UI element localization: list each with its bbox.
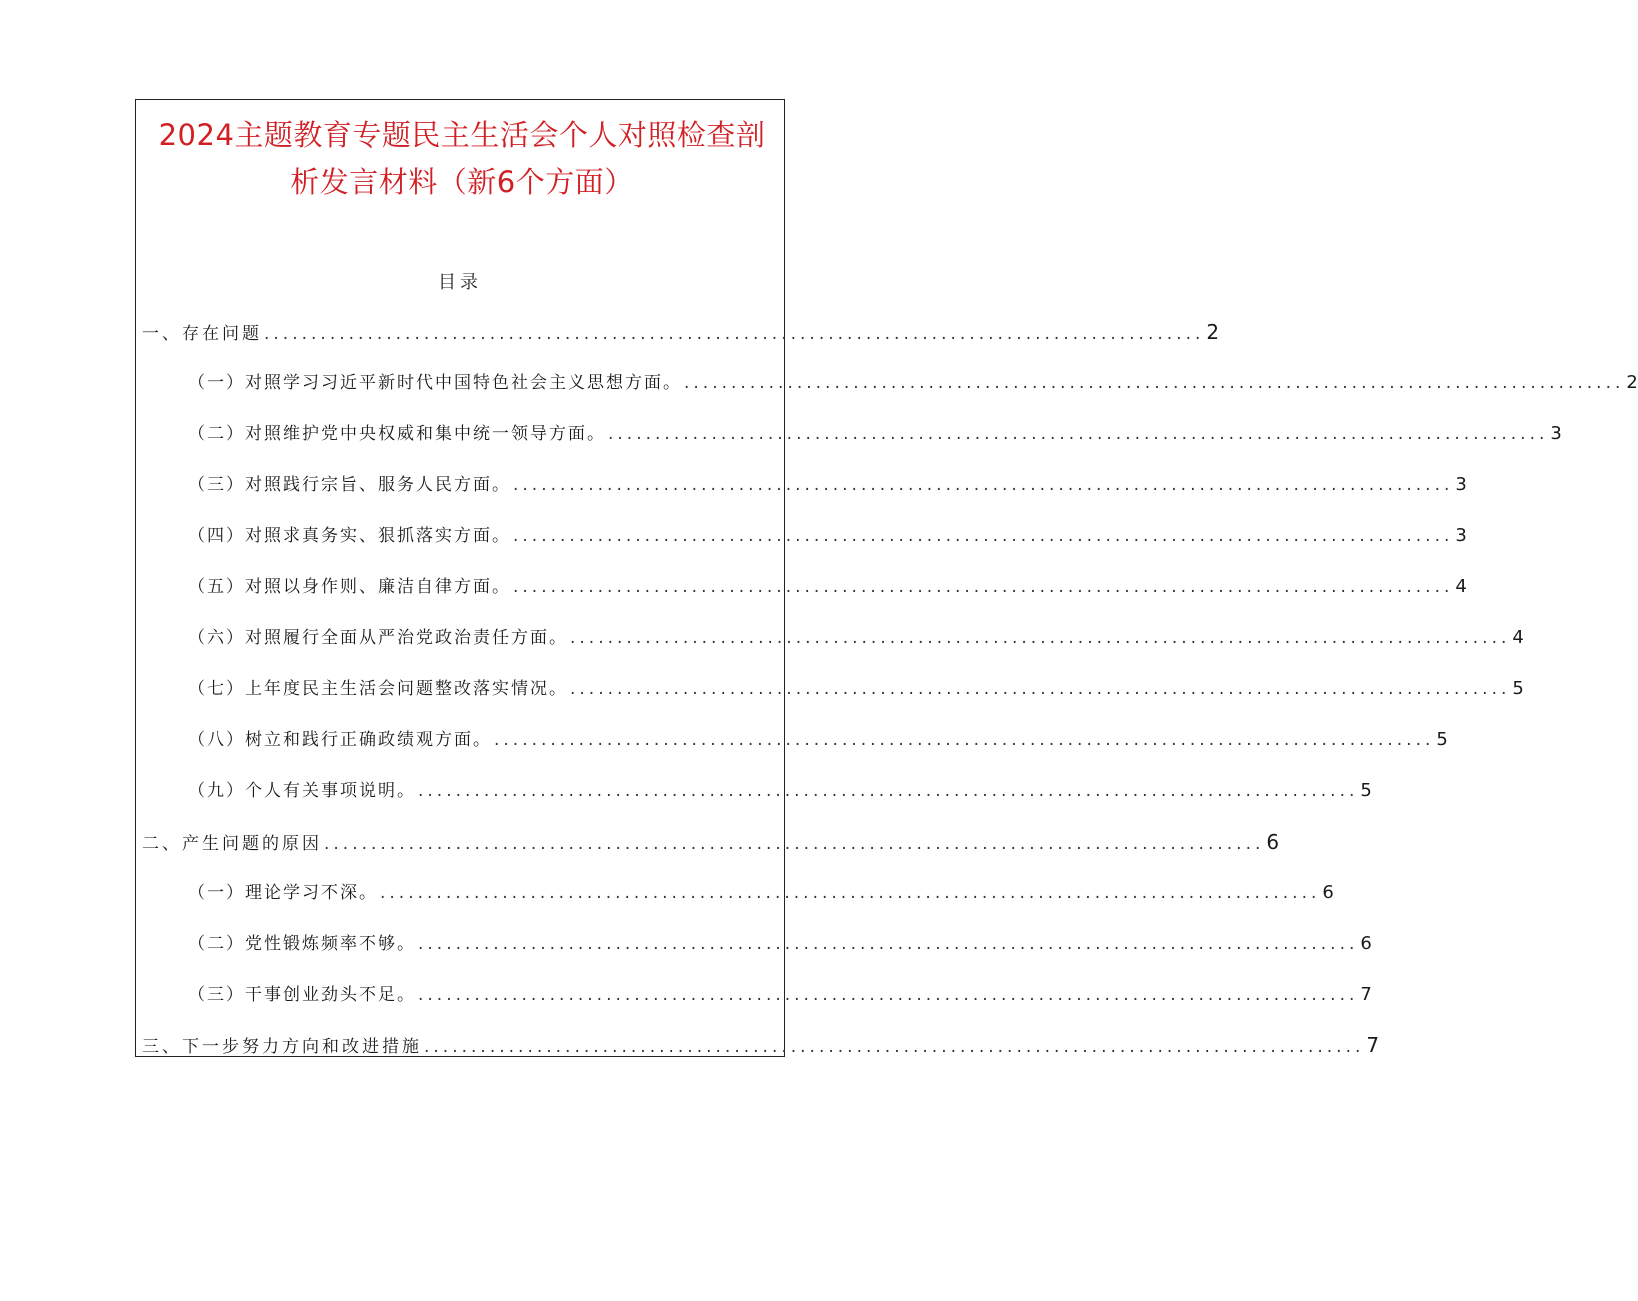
toc-entry[interactable] (188, 421, 1562, 447)
toc-entry-text: （二）对照维护党中央权威和集中统一领导方面。 (188, 424, 606, 444)
toc-leader-dots: .................................................................................................... (418, 985, 1359, 1005)
document-frame (135, 99, 1638, 1057)
toc-entry-text: （九）个人有关事项说明。 (188, 781, 416, 801)
toc-leader-dots: .................................................................................................... (570, 628, 1511, 648)
toc-entry[interactable] (188, 778, 1372, 804)
toc-page-number: 5 (1360, 780, 1372, 801)
toc-entry-text: 一、存在问题 (142, 324, 262, 344)
toc-entry[interactable] (188, 982, 1372, 1008)
toc-entry-text: （三）干事创业劲头不足。 (188, 985, 416, 1005)
toc-page-number: 6 (1360, 933, 1372, 954)
toc-page-number: 7 (1360, 984, 1372, 1005)
toc-page-number: 3 (1455, 474, 1467, 495)
toc-leader-dots: .................................................................................................... (684, 373, 1625, 393)
toc-entry[interactable] (188, 625, 1524, 651)
toc-heading: 目录 (438, 272, 482, 293)
toc-leader-dots: .................................................................................................... (418, 781, 1359, 801)
toc-entry-text: （六）对照履行全面从严治党政治责任方面。 (188, 628, 568, 648)
toc-entry[interactable] (188, 370, 1638, 396)
toc-leader-dots: .................................................................................................... (418, 934, 1359, 954)
toc-entry[interactable] (188, 880, 1334, 906)
toc-entry[interactable] (188, 523, 1467, 549)
toc-entry[interactable] (188, 727, 1448, 753)
toc-entry-text: （五）对照以身作则、廉洁自律方面。 (188, 577, 511, 597)
toc-page-number: 2 (1206, 320, 1220, 344)
toc-entry-text: （三）对照践行宗旨、服务人民方面。 (188, 475, 511, 495)
toc-entry-text: （一）理论学习不深。 (188, 883, 378, 903)
toc-page-number: 4 (1512, 627, 1524, 648)
toc-entry-text: （八）树立和践行正确政绩观方面。 (188, 730, 492, 750)
toc-page-number: 4 (1455, 576, 1467, 597)
toc-entry-text: （七）上年度民主生活会问题整改落实情况。 (188, 679, 568, 699)
toc-leader-dots: .................................................................................................... (424, 1037, 1365, 1057)
toc-page-number: 5 (1512, 678, 1524, 699)
toc-entry[interactable] (188, 574, 1467, 600)
toc-page-number: 3 (1455, 525, 1467, 546)
toc-entry[interactable] (188, 676, 1524, 702)
toc-page-number: 5 (1436, 729, 1448, 750)
toc-entry[interactable] (188, 472, 1467, 498)
toc-entry-text: （一）对照学习习近平新时代中国特色社会主义思想方面。 (188, 373, 682, 393)
toc-leader-dots: .................................................................................................... (513, 475, 1454, 495)
toc-entry[interactable] (142, 319, 1220, 345)
toc-page-number: 6 (1322, 882, 1334, 903)
toc-leader-dots: .................................................................................................... (570, 679, 1511, 699)
toc-leader-dots: .................................................................................................... (513, 526, 1454, 546)
toc-page-number: 6 (1266, 830, 1280, 854)
toc-page-number: 3 (1550, 423, 1562, 444)
toc-page-number: 7 (1366, 1033, 1380, 1057)
document-title: 2024主题教育专题民主生活会个人对照检查剖析发言材料（新6个方面） (158, 118, 766, 199)
toc-leader-dots: .................................................................................................... (513, 577, 1454, 597)
toc-entry-text: 三、下一步努力方向和改进措施 (142, 1037, 422, 1057)
toc-leader-dots: .................................................................................................... (324, 834, 1265, 854)
toc-leader-dots: .................................................................................................... (380, 883, 1321, 903)
toc-page-number: 2 (1626, 372, 1638, 393)
toc-entry-text: 二、产生问题的原因 (142, 834, 322, 854)
toc-entry[interactable] (188, 931, 1372, 957)
toc-leader-dots: .................................................................................................... (608, 424, 1549, 444)
toc-entry[interactable] (142, 1032, 1380, 1058)
toc-entry-text: （二）党性锻炼频率不够。 (188, 934, 416, 954)
toc-leader-dots: .................................................................................................... (494, 730, 1435, 750)
toc-entry-text: （四）对照求真务实、狠抓落实方面。 (188, 526, 511, 546)
toc-entry[interactable] (142, 829, 1280, 855)
toc-leader-dots: .................................................................................................... (264, 324, 1205, 344)
